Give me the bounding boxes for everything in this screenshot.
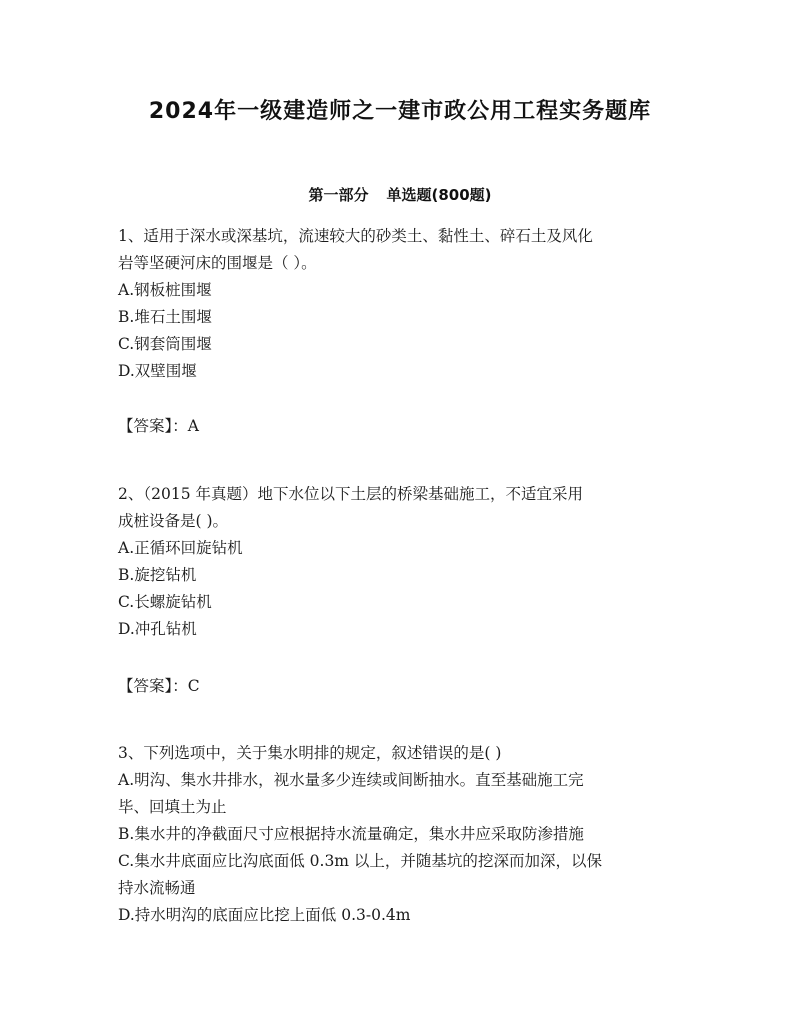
question-3 bbox=[118, 740, 688, 929]
answer-label: 【答案】： bbox=[118, 677, 188, 695]
answer-1 bbox=[118, 413, 199, 440]
option-a-continued: 毕、回填土为止 bbox=[118, 798, 227, 816]
option-b: B.旋挖钻机 bbox=[118, 566, 197, 584]
answer-2 bbox=[118, 673, 200, 700]
document-title: 2024年一级建造师之一建市政公用工程实务题库 bbox=[148, 99, 652, 124]
option-c-continued: 持水流畅通 bbox=[118, 879, 196, 897]
option-a: A.钢板桩围堰 bbox=[118, 281, 212, 299]
question-2 bbox=[118, 481, 688, 643]
option-a: A.明沟、集水井排水，视水量多少连续或间断抽水。直至基础施工完 bbox=[118, 771, 584, 789]
option-b: B.堆石土围堰 bbox=[118, 308, 212, 326]
option-c: C.集水井底面应比沟底面低 0.3m 以上，并随基坑的挖深而加深，以保 bbox=[118, 852, 602, 870]
option-b: B.集水井的净截面尺寸应根据持水流量确定，集水井应采取防渗措施 bbox=[118, 825, 584, 843]
option-c: C.钢套筒围堰 bbox=[118, 335, 212, 353]
section-name: 单选题(800题) bbox=[386, 186, 492, 204]
section-part: 第一部分 bbox=[308, 186, 369, 204]
question-1 bbox=[118, 223, 688, 385]
answer-value: A bbox=[187, 417, 199, 435]
option-a: A.正循环回旋钻机 bbox=[118, 539, 243, 557]
question-stem-line: 1、适用于深水或深基坑，流速较大的砂类土、黏性土、碎石土及风化 bbox=[118, 227, 593, 245]
question-stem-line: 3、下列选项中，关于集水明排的规定，叙述错误的是( ) bbox=[118, 744, 502, 762]
answer-value: C bbox=[187, 677, 200, 695]
question-stem-line: 2、（2015 年真题）地下水位以下土层的桥梁基础施工，不适宜采用 bbox=[118, 485, 583, 503]
option-d: D.冲孔钻机 bbox=[118, 620, 197, 638]
option-c: C.长螺旋钻机 bbox=[118, 593, 212, 611]
option-d: D.持水明沟的底面应比挖上面低 0.3-0.4m bbox=[118, 906, 411, 924]
question-stem-line: 成桩设备是( )。 bbox=[118, 512, 229, 530]
answer-label: 【答案】： bbox=[118, 417, 188, 435]
option-d: D.双壁围堰 bbox=[118, 362, 197, 380]
question-stem-line: 岩等坚硬河床的围堰是（ ）。 bbox=[118, 254, 317, 272]
section-heading bbox=[0, 184, 800, 205]
